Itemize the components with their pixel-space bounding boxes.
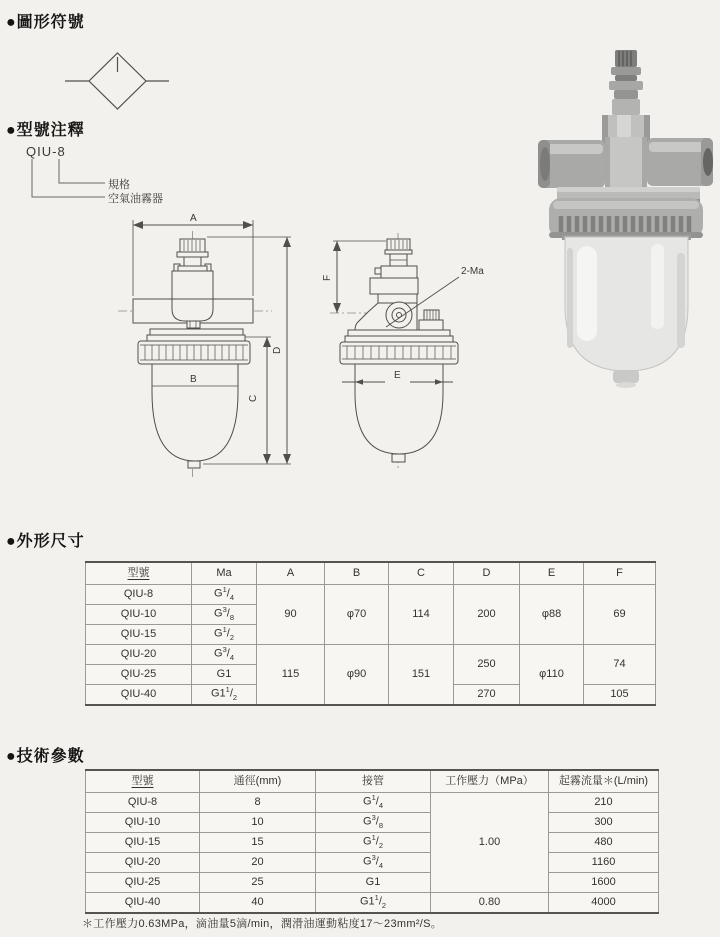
thread-size-cell: $G^1/_4$ [316, 793, 431, 813]
thread-size-cell: $G^1/_2$ [316, 833, 431, 853]
value-cell: 4000 [549, 893, 659, 914]
dim-label-a: A [190, 213, 197, 224]
thread-size-cell: $G^1/_2$ [192, 625, 257, 645]
thread-size-cell: $G1^1/_2$ [316, 893, 431, 914]
value-cell: 114 [389, 585, 454, 645]
value-cell: QIU-10 [86, 813, 200, 833]
value-cell: 40 [200, 893, 316, 914]
value-cell: 10 [200, 813, 316, 833]
dim-label-b: B [190, 374, 197, 385]
table-row [86, 813, 659, 833]
dim-label-f: F [322, 274, 333, 281]
value-cell: 210 [549, 793, 659, 813]
section-title-model-annotation: ●型號注釋 [6, 122, 85, 139]
side-view-drawing [330, 233, 459, 468]
thread-size-cell: $G^3/_4$ [316, 853, 431, 873]
value-cell: φ90 [325, 645, 389, 706]
value-cell: QIU-25 [86, 873, 200, 893]
value-cell: 480 [549, 833, 659, 853]
value-cell: 115 [257, 645, 325, 706]
value-cell: 300 [549, 813, 659, 833]
section-title-graphic-symbol: ●圖形符號 [6, 14, 85, 31]
value-cell: 250 [454, 645, 520, 685]
column-header: 起霧流量＊(L/min) [549, 770, 659, 793]
thread-size-cell: $G^1/_4$ [192, 585, 257, 605]
thread-size-cell: $G1^1/_2$ [192, 685, 257, 706]
value-cell: 8 [200, 793, 316, 813]
value-cell: φ88 [520, 585, 584, 645]
column-header: 接管 [316, 770, 431, 793]
table-row [86, 873, 659, 893]
value-cell: QIU-25 [86, 665, 192, 685]
value-cell: QIU-40 [86, 685, 192, 706]
value-cell: QIU-10 [86, 605, 192, 625]
value-cell: QIU-20 [86, 853, 200, 873]
value-cell: 200 [454, 585, 520, 645]
table-row [86, 793, 659, 813]
value-cell: QIU-15 [86, 625, 192, 645]
value-cell: 15 [200, 833, 316, 853]
device-label: 空氣油霧器 [108, 193, 163, 205]
value-cell: 1600 [549, 873, 659, 893]
value-cell: G1 [192, 665, 257, 685]
value-cell: 270 [454, 685, 520, 706]
column-header: 型號 [86, 562, 192, 585]
value-cell: QIU-15 [86, 833, 200, 853]
dim-label-e: E [394, 370, 401, 381]
value-cell: 0.80 [431, 893, 549, 914]
table-row [86, 893, 659, 914]
section-title-dimensions: ●外形尺寸 [6, 533, 85, 550]
thread-size-cell: $G^3/_8$ [192, 605, 257, 625]
value-cell: 25 [200, 873, 316, 893]
value-cell: QIU-8 [86, 793, 200, 813]
value-cell: 105 [584, 685, 656, 706]
dimensions-table [85, 561, 656, 706]
value-cell: φ110 [520, 645, 584, 706]
table-row [86, 853, 659, 873]
model-code: QIU-8 [26, 144, 66, 159]
value-cell: QIU-8 [86, 585, 192, 605]
column-header: D [454, 562, 520, 585]
thread-size-cell: $G^3/_8$ [316, 813, 431, 833]
spec-label: 規格 [108, 179, 130, 191]
value-cell: QIU-40 [86, 893, 200, 914]
value-cell: 20 [200, 853, 316, 873]
value-cell: G1 [316, 873, 431, 893]
value-cell: QIU-20 [86, 645, 192, 665]
front-view-drawing [118, 220, 291, 477]
column-header: C [389, 562, 454, 585]
product-photo [505, 38, 715, 398]
column-header: 型號 [86, 770, 200, 793]
value-cell: 1160 [549, 853, 659, 873]
thread-size-cell: $G^3/_4$ [192, 645, 257, 665]
tech-params-table [85, 769, 659, 914]
pneumatic-lubricator-symbol-icon [55, 40, 185, 122]
value-cell: 90 [257, 585, 325, 645]
column-header: Ma [192, 562, 257, 585]
value-cell: 74 [584, 645, 656, 685]
column-header: 通徑(mm) [200, 770, 316, 793]
column-header: B [325, 562, 389, 585]
footnote: ＊工作壓力0.63MPa，滴油量5滴/min，潤滑油運動粘度17～23mm²/S。 [82, 918, 443, 930]
column-header: A [257, 562, 325, 585]
value-cell: 69 [584, 585, 656, 645]
table-row [86, 645, 656, 665]
value-cell: φ70 [325, 585, 389, 645]
value-cell: 151 [389, 645, 454, 706]
column-header: F [584, 562, 656, 585]
table-row [86, 833, 659, 853]
dim-label-d: D [272, 346, 283, 354]
dim-label-c: C [248, 394, 259, 402]
column-header: 工作壓力（MPa） [431, 770, 549, 793]
table-row [86, 585, 656, 605]
value-cell: 1.00 [431, 793, 549, 893]
section-title-tech-params: ●技術參數 [6, 748, 85, 765]
technical-drawings [95, 210, 505, 500]
port-count-label: 2-Ma [461, 266, 484, 277]
column-header: E [520, 562, 584, 585]
